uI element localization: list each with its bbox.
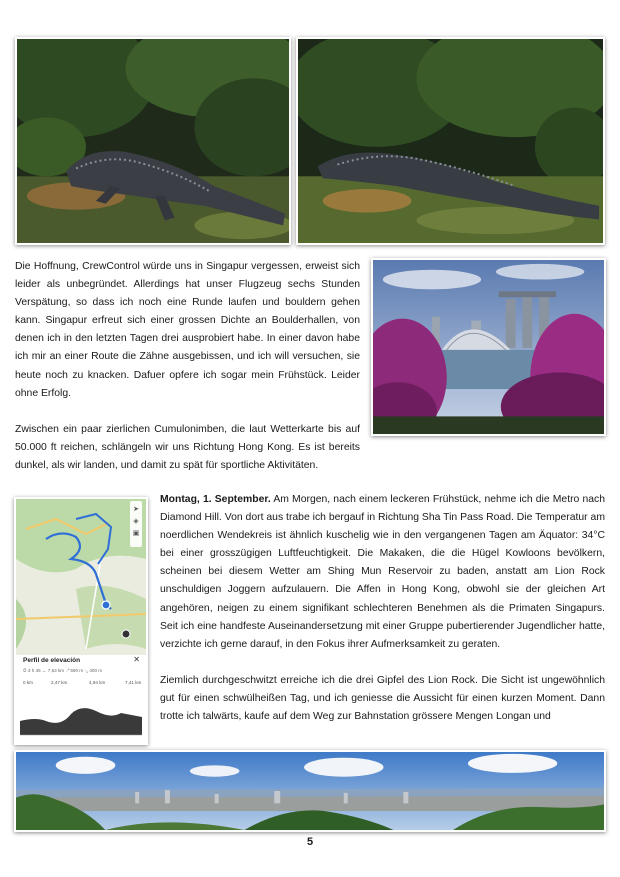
- photo-monitor-lizard-left: [15, 37, 291, 245]
- paragraph-singapore: Die Hoffnung, CrewControl würde uns in Singapur vergessen, erweist sich leider als unbegründet. Allerdings hat unser Flugzeug sechs Stunden Verspätung, so dass ich noch eine Runde laufen und bouldern gehen kann. Singapur erfreut sich einer grossen Dichte an Boulderhallen, von denen ich in den letzten Tagen drei ausprobiert habe. In einer davon habe ich mir an einer Route die Zähne ausgebissen, und ich will versuchen, sie heute noch zu knacken. Dafuer opfere ich sogar mein Frühstück. Leider ohne Erfolg.: [15, 261, 360, 399]
- axis-label-0: 0 km: [23, 680, 33, 685]
- photo-monitor-lizard-right: [296, 37, 605, 245]
- close-icon[interactable]: ✕: [133, 655, 140, 664]
- elevation-stats: ⏱ 3 h 45 ↔ 7,63 km ↗ 590 m ↘ 400 m: [23, 668, 103, 673]
- paragraph-monday-text: Am Morgen, nach einem leckeren Frühstück, nehme ich die Metro nach Diamond Hill. Von dort aus trabe ich bergauf in Richtung Sha Tin Pass Road. Die Temperatur am noerdlichen Wendekreis ist ähnlich kuschelig wie in den vergangenen Tagen am Äquator: 34°C bei einer grosszügigen Luftfeuchtigkeit. Die Makaken, die die Hügel Kowloons bevölkern, scheinen bei diesem Wetter am Shing Mun Reservoir zu baden, anstatt am Lion Rock unschuldigen Joggern aufzulauern. Die Affen in Hong Kong, obwohl sie der gleichen Art angehören, neigen zu einem signifikant schlechteren Benehmen als die Primaten Singapurs. Seit ich eine handfeste Auseinandersetzung mit einer Gruppe pubertierender Jugendlicher hatte, verzichte ich gerne darauf, in den Fokus ihrer Aufmerksamkeit zu geraten.: [160, 494, 605, 650]
- axis-label-3: 7,41 km: [125, 680, 142, 685]
- elevation-profile-title: Perfil de elevación: [23, 657, 81, 664]
- body-text-block-2: [160, 491, 605, 726]
- page-number: 5: [306, 836, 314, 848]
- paragraph-lion-rock: Ziemlich durchgeschwitzt erreiche ich die drei Gipfel des Lion Rock. Die Sicht ist ungewöhnlich gut für einen schwülheißen Tag, und ich geniesse die Aussicht für einen kurzen Moment. Dann trotte ich talwärts, kaufe auf dem Weg zur Bahnstation grössere Mengen Longan und: [160, 674, 605, 723]
- svg-text:◈: ◈: [133, 517, 139, 525]
- svg-text:➤: ➤: [133, 505, 139, 513]
- photo-map-screenshot: [14, 497, 148, 745]
- photo-gardens-by-the-bay: [371, 258, 606, 436]
- paragraph-flight-hong-kong: Zwischen ein paar zierlichen Cumulonimben, die laut Wetterkarte bis auf 50.000 ft reichen, schlängeln wir uns Richtung Hong Kong. Es ist bereits dunkel, als wir landen, und damit zu spät für sportliche Aktivitäten.: [15, 423, 360, 471]
- paragraph-monday: [160, 491, 605, 654]
- svg-text:▣: ▣: [132, 529, 140, 537]
- axis-label-2: 4,94 km: [89, 680, 106, 685]
- axis-label-1: 2,47 km: [51, 680, 68, 685]
- date-heading: Montag, 1. September.: [160, 494, 271, 505]
- elevation-profile-panel: [19, 655, 145, 743]
- body-text-block-1: [15, 258, 360, 493]
- photo-hong-kong-panorama: [14, 750, 606, 832]
